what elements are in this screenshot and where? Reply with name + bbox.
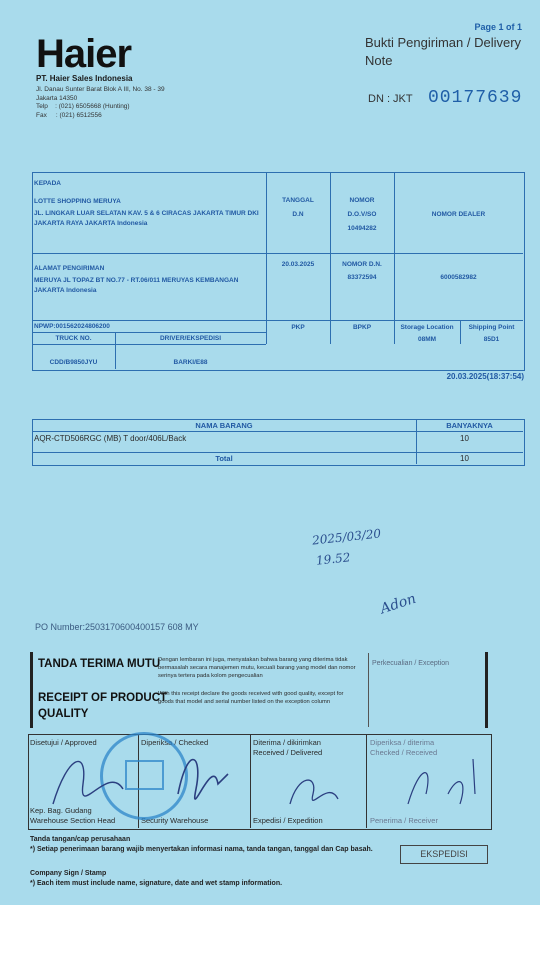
note-id: *) Setiap penerimaan barang wajib menyertakan informasi nama, tanda tangan, tanggal dan Cap basah. [30,846,373,853]
nomor-dn-value: 83372594 [347,274,377,281]
exception-label: Perkecualian / Exception [372,660,450,667]
company-address: Jl. Danau Sunter Barat Blok A III, No. 38 - 39 Jakarta 14350 Telp : (021) 6505668 (Hunting) Fax : (021) 6512556 [36,86,165,119]
received-label-1: Diperiksa / diterima [370,738,435,747]
customer-name: LOTTE SHOPPING MERUYA [34,198,121,205]
item-column-header: NAMA BARANG [195,421,253,430]
receipt-text-en: With this receipt declare the goods received with good quality, except for goods that model and serial number listed on the exception column [158,691,344,705]
stamp-note-en: Company Sign / Stamp [30,870,107,877]
total-label: Total [215,454,233,463]
received-footer: Penerima / Receiver [370,816,438,825]
truck-label: TRUCK NO. [55,335,92,342]
dn-label: DN : JKT [368,93,413,105]
items-table-hline [32,452,523,453]
info-table-hline [32,253,523,254]
truck-value: CDD/B9850JYU [49,359,98,366]
delivered-label-2: Received / Delivered [253,748,323,757]
driver-value: BARKI/E88 [173,359,208,366]
item-row-qty: 10 [460,434,469,443]
receipt-title-en-1: RECEIPT OF PRODUCT [38,692,168,704]
info-table-hline [32,344,266,345]
info-table-vline [394,172,395,344]
page-indicator: Page 1 of 1 [474,22,522,32]
storage-value: 08MM [417,336,437,343]
tanggal-label: TANGGAL [282,197,314,204]
delivered-label-1: Diterima / dikirimkan [253,738,321,747]
storage-label: Storage Location [400,324,454,331]
qty-column-header: BANYAKNYA [446,421,493,430]
receipt-text-id: Dengan lembaran ini juga, menyatakan bahwa barang yang diterima tidak bermasalah secara manajemen mutu, kecuali barang yang model dan nomor serinya tertera pada kolom pengecualian [158,657,356,679]
receipt-title-en-2: QUALITY [38,708,89,720]
total-value: 10 [460,454,469,463]
shipping-label: Shipping Point [468,324,515,331]
date-dn: 20.03.2025 [281,261,315,268]
item-row-name: AQR-CTD506RGC (MB) T door/406L/Back [34,434,187,443]
nomor-label: NOMOR [349,197,375,204]
info-table-hline [32,320,523,321]
customer-address: JL. LINGKAR LUAR SELATAN KAV. 5 & 6 CIRACAS JAKARTA TIMUR DKI JAKARTA RAYA JAKARTA Indonesia [34,210,259,227]
approved-label: Disetujui / Approved [30,738,97,747]
npwp: NPWP:001562024806200 [34,323,110,330]
stamp-note-id: Tanda tangan/cap perusahaan [30,836,131,843]
dealer-label: NOMOR DEALER [431,211,486,218]
alamat-value: MERUYA JL TOPAZ BT NO.77 - RT.06/011 MERUYAS KEMBANGAN JAKARTA Indonesia [34,277,239,294]
shipping-value: 85D1 [483,336,500,343]
delivered-footer: Expedisi / Expedition [253,816,323,825]
nomor-dn-label: NOMOR D.N. [342,261,382,268]
po-number: PO Number:2503170600400157 608 MY [35,622,199,632]
kepada-label: KEPADA [34,180,61,187]
approved-footer-1: Kep. Bag. Gudang [30,806,92,815]
checked-footer: Security Warehouse [141,816,209,825]
haier-logo: Haier [36,32,132,76]
nomor-value: 10494282 [347,225,377,232]
print-timestamp: 20.03.2025(18:37:54) [446,372,524,381]
handwritten-signature: Adon [378,590,419,618]
approved-footer-2: Warehouse Section Head [30,816,116,825]
bpkp-label: BPKP [352,324,372,331]
nomor-sub: D.O.V/SO [347,211,377,218]
copy-label: EKSPEDISI [420,849,468,859]
document-title: Bukti Pengiriman / Delivery Note [365,35,522,68]
alamat-label: ALAMAT PENGIRIMAN [34,265,105,272]
handwritten-time: 19.52 [315,550,351,568]
items-table-hline [32,431,523,432]
checked-label: Diperiksa / Checked [141,738,209,747]
tanggal-sub: D.N [292,211,304,218]
handwritten-date: 2025/03/20 [311,526,382,548]
dn-number: 00177639 [428,88,523,108]
driver-label: DRIVER/EKSPEDISI [159,335,222,342]
note-en: *) Each item must include name, signature, date and wet stamp information. [30,880,283,887]
receipt-title-id: TANDA TERIMA MUTU [38,658,161,670]
info-table-hline [32,332,266,333]
company-name: PT. Haier Sales Indonesia [36,74,133,83]
pkp-label: PKP [291,324,305,331]
received-label-2: Checked / Received [370,748,438,757]
dealer-value: 6000582982 [440,274,477,281]
signature-scribbles [28,734,490,828]
